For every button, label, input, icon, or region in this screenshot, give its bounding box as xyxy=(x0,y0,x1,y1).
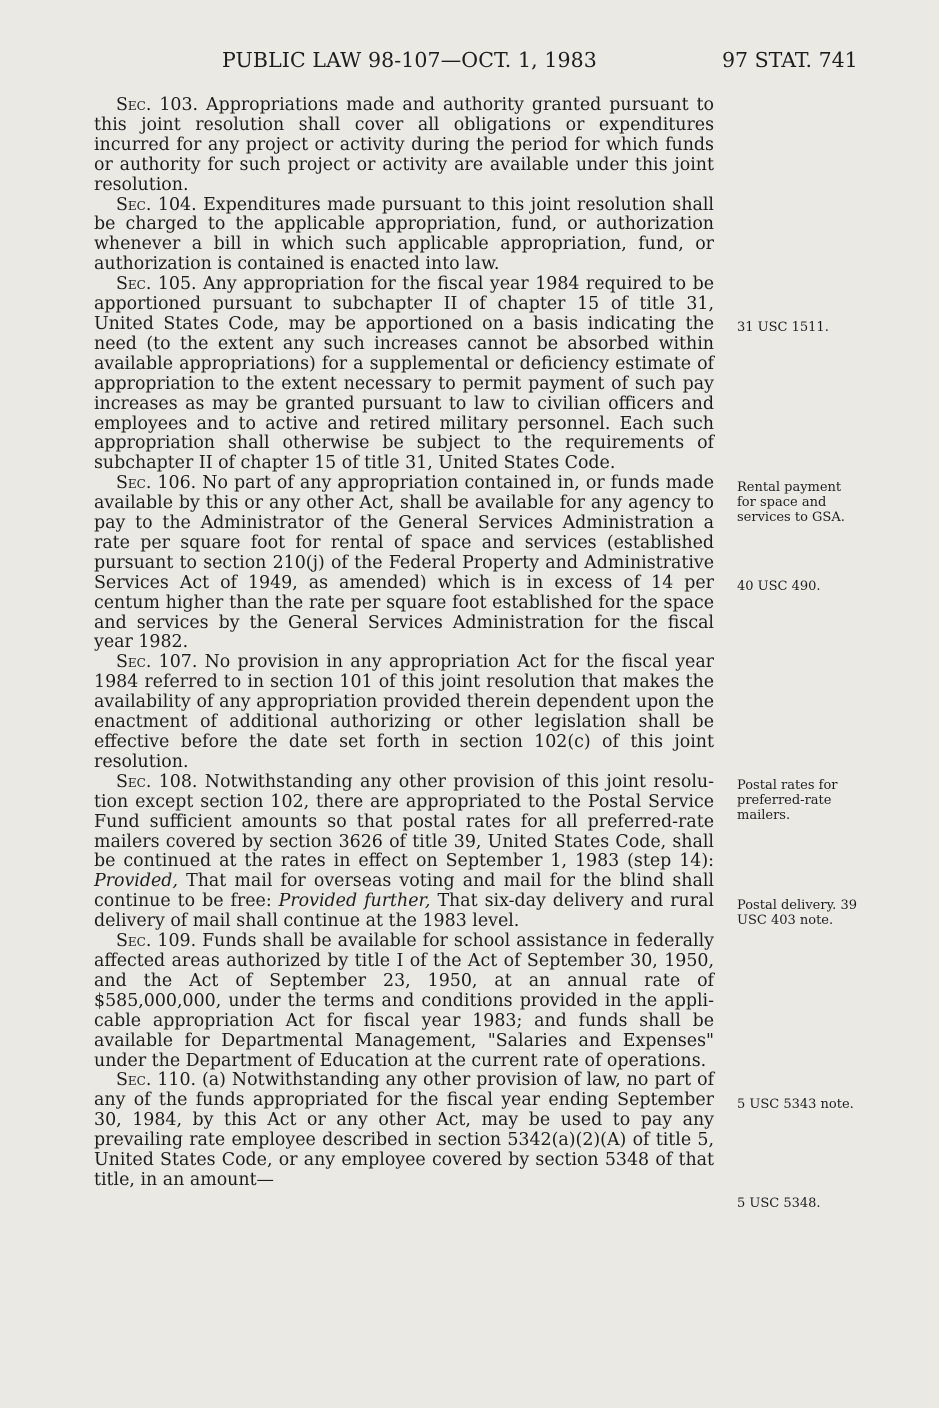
margin-note-rental-payment: Rental payment for space and services to GSA. xyxy=(737,480,845,525)
running-header xyxy=(0,48,939,76)
statute-body xyxy=(94,96,714,1191)
section-104 xyxy=(94,196,714,276)
section-label: Sec. xyxy=(116,473,152,494)
margin-note-40-usc-490: 40 USC 490. xyxy=(737,579,821,594)
section-label: Sec. xyxy=(116,274,152,295)
section-105 xyxy=(94,275,714,474)
section-label: Sec. xyxy=(116,1070,152,1091)
section-text: 105. Any appropriation for the fiscal year 1984 required to be apportioned pursuant to subchapter II of chapter 15 of title 31, United States Code, may be apportioned on a basis indicating the need (to the extent any such increases cannot be absorbed within available appropriations) for a supplemental or deficiency estimate of appropriation to the extent necessary to permit payment of such pay increases as may be granted pursuant to law to civilian officers and employees and to active and retired military personnel. Each such appropriation shall otherwise be subject to the requirements of subchapter II of chapter 15 of title 31, United States Code. xyxy=(94,274,714,474)
section-text: 104. Expenditures made pursuant to this joint resolution shall be charged to the applicable appropriation, fund, or authorization whenever a bill in which such applicable appropriation, fund, or authorization is contained is enacted into law. xyxy=(94,194,714,275)
section-text: That mail for overseas voting and mail for the blind shall continue to be free: xyxy=(94,871,714,912)
statutes-citation: 97 STAT. 741 xyxy=(722,48,858,72)
section-text: 108. Notwithstanding any other provision of this joint resolution except section 102, there are appropriated to the Postal Service Fund sufficient amounts so that postal rates for all preferred-rate mailers covered by section 3626 of title 39, United States Code, shall be continued at the rates in effect on September 1, 1983 (step 14): xyxy=(94,771,714,872)
section-103 xyxy=(94,96,714,196)
section-label: Sec. xyxy=(116,95,152,115)
section-label: Sec. xyxy=(116,194,152,215)
section-text: 106. No part of any appropriation contained in, or funds made available by this or any other Act, shall be available for any agency to pay to the Administrator of the General Services Administration a rate per square foot for rental of space and services (established pursuant to section 210(j) of the Federal Property and Administrative Services Act of 1949, as amended) which is in excess of 14 per centum higher than the rate per square foot established for the space and services by the General Services Administration for the fiscal year 1982. xyxy=(94,473,714,653)
section-text: 107. No provision in any appropriation Act for the fiscal year 1984 referred to in section 101 of this joint resolution that makes the availability of any appropriation provided therein dependent upon the enactment of additional authorizing or other legislation shall be effective before the date set forth in section 102(c) of this joint resolution. xyxy=(94,652,714,772)
section-text: 110. (a) Notwithstanding any other provision of law, no part of any of the funds appropriated for the fiscal year ending September 30, 1984, by this Act or any other Act, may be used to pay any prevailing rate employee described in section 5342(a)(2)(A) of title 5, United States Code, or any employee covered by section 5348 of that title, in an amount— xyxy=(94,1070,714,1190)
section-label: Sec. xyxy=(116,771,152,792)
section-109 xyxy=(94,932,714,1071)
section-text: That six-day delivery and rural delivery of mail shall continue at the 1983 level. xyxy=(94,891,714,932)
margin-note-postal-delivery: Postal delivery. 39 USC 403 note. xyxy=(737,898,857,928)
section-107 xyxy=(94,653,714,772)
section-110 xyxy=(94,1071,714,1190)
section-106 xyxy=(94,474,714,653)
section-108 xyxy=(94,773,714,932)
section-text: 103. Appropriations made and authority granted pursuant to this joint resolution shall cover all obligations or expenditures incurred for any project or activity during the period for which funds or authority for such project or activity are available under this joint resolution. xyxy=(94,95,714,195)
running-title: PUBLIC LAW 98-107—OCT. 1, 1983 xyxy=(222,48,597,72)
section-label: Sec. xyxy=(116,931,152,952)
margin-note-postal-rates: Postal rates for preferred-rate mailers. xyxy=(737,778,838,823)
proviso-italic: Provided, xyxy=(94,871,178,892)
proviso-italic: Provided further, xyxy=(278,891,431,912)
section-label: Sec. xyxy=(116,652,152,673)
margin-note-31-usc-1511: 31 USC 1511. xyxy=(737,320,829,335)
margin-note-5-usc-5343: 5 USC 5343 note. xyxy=(737,1097,854,1112)
section-text: 109. Funds shall be available for school assistance in federally affected areas authorized by title I of the Act of September 30, 1950, and the Act of September 23, 1950, at an annual rate of $585,000,000, under the terms and conditions provided in the applicable appropriation Act for fiscal year 1983; and funds shall be available for Departmental Management, "Salaries and Expenses" under the Department of Education at the current rate of operations. xyxy=(94,931,714,1071)
margin-note-5-usc-5348: 5 USC 5348. xyxy=(737,1196,821,1211)
